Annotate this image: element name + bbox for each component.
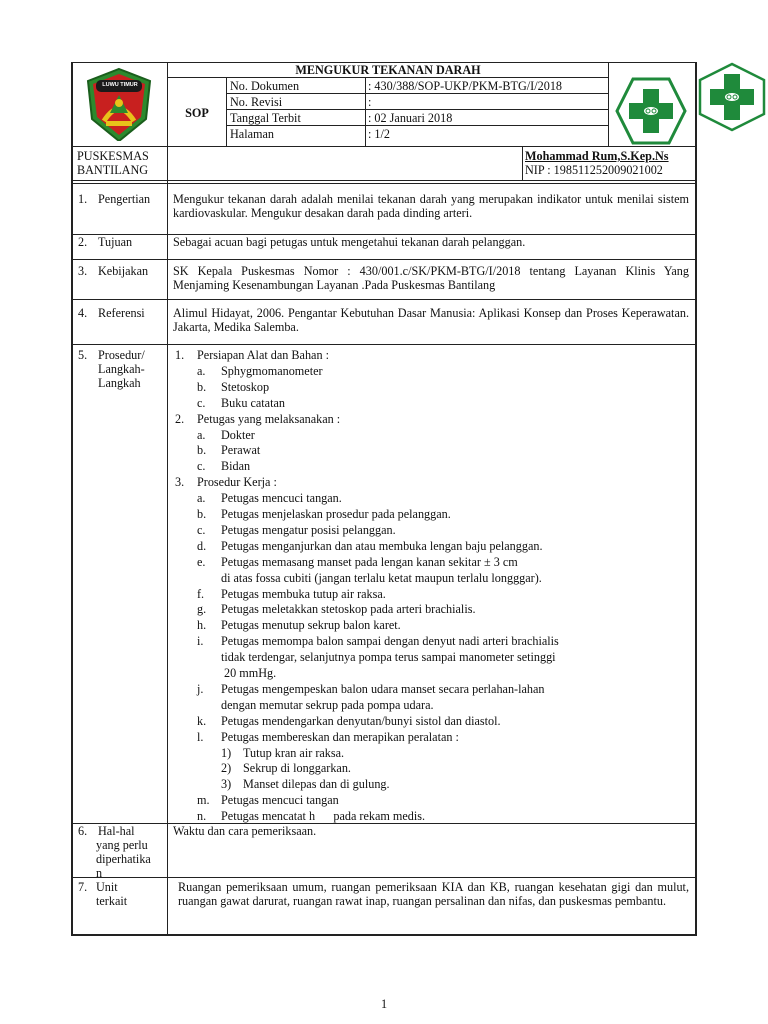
section-6-text: Waktu dan cara pemeriksaan.: [173, 824, 317, 838]
section-1-label: Pengertian: [98, 192, 151, 206]
procedure-step-text: Petugas menganjurkan dan atau membuka lengan baju pelanggan.: [221, 539, 543, 553]
org-row-bottom: [71, 180, 697, 181]
signer-nip: NIP : 198511252009021002: [525, 163, 663, 177]
field-label-no-revisi: No. Revisi: [230, 95, 283, 109]
signer-name: Mohammad Rum,S.Kep.Ns: [525, 149, 669, 163]
document-title: MENGUKUR TEKANAN DARAH: [295, 63, 481, 77]
column-divider-left: [167, 62, 168, 935]
sop-label: SOP: [185, 106, 209, 120]
procedure-step-text: Sphygmomanometer: [221, 364, 323, 378]
procedure-step-text: di atas fossa cubiti (jangan terlalu ketat maupun terlalu longggar).: [221, 571, 542, 585]
signer-divider: [522, 146, 523, 181]
field-value-no-dokumen: : 430/388/SOP-UKP/PKM-BTG/I/2018: [368, 79, 563, 93]
procedure-step-text: Petugas yang melaksanakan :: [197, 412, 341, 426]
procedure-step-text: Perawat: [221, 443, 261, 457]
section-1-number: 1.: [78, 192, 88, 206]
section-2-number: 2.: [78, 235, 88, 249]
procedure-step-text: Buku catatan: [221, 396, 285, 410]
section-6-label-line1: Hal-hal: [98, 824, 135, 838]
procedure-step-text: Manset dilepas dan di gulung.: [243, 777, 390, 791]
procedure-marker: 3): [221, 777, 232, 791]
procedure-marker: b.: [197, 443, 207, 457]
section-6-label-line4: n: [96, 866, 103, 880]
header-right-divider: [608, 62, 609, 147]
table-border-left: [71, 62, 73, 935]
procedure-step-text: Stetoskop: [221, 380, 270, 394]
field-value-halaman: : 1/2: [368, 127, 391, 141]
procedure-step-text: Petugas mencatat h pada rekam medis.: [221, 809, 426, 823]
procedure-step-text: tidak terdengar, selanjutnya pompa terus sampai manometer setinggi: [221, 650, 556, 664]
section-2-label: Tujuan: [98, 235, 133, 249]
section-line-3: [71, 299, 697, 300]
section-7-label-line2: terkait: [96, 894, 128, 908]
title-underline: [167, 77, 609, 78]
procedure-marker: a.: [197, 428, 206, 442]
section-line-2: [71, 259, 697, 260]
procedure-step-text: dengan memutar sekrup pada pompa udara.: [221, 698, 434, 712]
section-2-text: Sebagai acuan bagi petugas untuk mengetahui tekanan darah pelanggan.: [173, 235, 526, 249]
section-line-top: [71, 183, 697, 184]
section-3-label: Kebijakan: [98, 264, 149, 278]
procedure-marker: g.: [197, 602, 207, 616]
section-4-label: Referensi: [98, 306, 145, 320]
field-label-halaman: Halaman: [230, 127, 274, 141]
section-3-text: SK Kepala Puskesmas Nomor : 430/001.c/SK/PKM-BTG/I/2018 tentang Layanan Klinis Yang Menjaming Kesenambungan Layanan .Pada Puskesmas Bantilang: [173, 264, 689, 292]
puskesmas-logo-1: [615, 77, 687, 145]
procedure-marker: a.: [197, 491, 206, 505]
section-6-label-line3: diperhatika: [96, 852, 151, 866]
section-7-number: 7.: [78, 880, 88, 894]
section-5-number: 5.: [78, 348, 88, 362]
procedure-step-text: Dokter: [221, 428, 255, 442]
table-border-bottom: [71, 934, 697, 936]
procedure-step-text: Petugas mengatur posisi pelanggan.: [221, 523, 396, 537]
procedure-step-text: Petugas mendengarkan denyutan/bunyi sistol dan diastol.: [221, 714, 501, 728]
procedure-marker: j.: [197, 682, 204, 696]
procedure-step-text: Petugas mencuci tangan: [221, 793, 339, 807]
procedure-marker: h.: [197, 618, 207, 632]
procedure-step-text: Petugas membereskan dan merapikan peralatan :: [221, 730, 459, 744]
procedure-step-text: Persiapan Alat dan Bahan :: [197, 348, 329, 362]
procedure-marker: 1.: [175, 348, 185, 362]
section-4-text: Alimul Hidayat, 2006. Pengantar Kebutuhan Dasar Manusia: Aplikasi Konsep dan Proses Keperawatan. Jakarta, Medika Salemba.: [173, 306, 689, 334]
procedure-step-text: Petugas menutup sekrup balon karet.: [221, 618, 401, 632]
procedure-marker: c.: [197, 396, 206, 410]
procedure-step-text: Petugas memompa balon sampai dengan denyut nadi arteri brachialis: [221, 634, 559, 648]
section-line-4: [71, 344, 697, 345]
procedure-marker: c.: [197, 459, 206, 473]
section-3-number: 3.: [78, 264, 88, 278]
section-5-label-line2: Langkah-: [98, 362, 145, 376]
procedure-marker: l.: [197, 730, 204, 744]
section-line-6: [71, 877, 697, 878]
section-5-label-line1: Prosedur/: [98, 348, 145, 362]
procedure-step-text: Petugas mencuci tangan.: [221, 491, 342, 505]
procedure-marker: n.: [197, 809, 207, 823]
section-line-5: [71, 823, 697, 824]
section-1-text: Mengukur tekanan darah adalah menilai tekanan darah yang merupakan indikator untuk menilai sistem kardiovaskular. Mengukur desakan darah pada dinding arteri.: [173, 192, 689, 220]
procedure-marker: f.: [197, 587, 205, 601]
procedure-step-text: 20 mmHg.: [221, 666, 277, 680]
sop-divider: [226, 77, 227, 147]
section-7-text: Ruangan pemeriksaan umum, ruangan pemeriksaan KIA dan KB, ruangan kesehatan gigi dan mulut, ruangan gawat darurat, ruangan rawat inap, ruangan persalinan dan nifas, dan puskesmas pembantu.: [178, 880, 689, 908]
procedure-marker: i.: [197, 634, 204, 648]
section-4-number: 4.: [78, 306, 88, 320]
procedure-marker: 1): [221, 746, 232, 760]
procedure-marker: 2): [221, 761, 232, 775]
procedure-step-text: Petugas membuka tutup air raksa.: [221, 587, 386, 601]
field-label-no-dokumen: No. Dokumen: [230, 79, 300, 93]
header-bottom-line: [71, 146, 697, 147]
procedure-step-text: Prosedur Kerja :: [197, 475, 277, 489]
org-name-line1: PUSKESMAS: [77, 149, 149, 163]
procedure-marker: a.: [197, 364, 206, 378]
field-label-tanggal-terbit: Tanggal Terbit: [230, 111, 301, 125]
logo-lettering: LUWU TIMUR: [102, 82, 138, 88]
procedure-step-text: Petugas mengempeskan balon udara manset secara perlahan-lahan: [221, 682, 545, 696]
field-value-no-revisi: :: [368, 95, 372, 109]
procedure-step-text: Petugas memasang manset pada lengan kanan sekitar ± 3 cm: [221, 555, 518, 569]
procedure-marker: m.: [197, 793, 210, 807]
page-number: 1: [380, 997, 388, 1011]
table-border-right: [695, 62, 697, 935]
section-5-label-line3: Langkah: [98, 376, 141, 390]
puskesmas-logo-2: [698, 62, 766, 132]
procedure-step-text: Petugas meletakkan stetoskop pada arteri brachialis.: [221, 602, 476, 616]
field-divider: [365, 77, 366, 147]
section-6-label-line2: yang perlu: [96, 838, 148, 852]
procedure-marker: b.: [197, 507, 207, 521]
field-row-line-1: [226, 93, 609, 94]
procedure-marker: e.: [197, 555, 206, 569]
section-7-label-line1: Unit: [96, 880, 118, 894]
procedure-step-text: Petugas menjelaskan prosedur pada pelanggan.: [221, 507, 451, 521]
field-row-line-2: [226, 109, 609, 110]
procedure-marker: k.: [197, 714, 207, 728]
field-row-line-3: [226, 125, 609, 126]
procedure-marker: c.: [197, 523, 206, 537]
regency-logo: [82, 67, 156, 141]
procedure-marker: 3.: [175, 475, 185, 489]
procedure-step-text: Sekrup di longgarkan.: [243, 761, 351, 775]
section-6-number: 6.: [78, 824, 88, 838]
procedure-marker: d.: [197, 539, 207, 553]
org-name-line2: BANTILANG: [77, 163, 149, 177]
procedure-marker: 2.: [175, 412, 185, 426]
procedure-step-text: Bidan: [221, 459, 251, 473]
field-value-tanggal-terbit: : 02 Januari 2018: [368, 111, 453, 125]
procedure-marker: b.: [197, 380, 207, 394]
procedure-step-text: Tutup kran air raksa.: [243, 746, 345, 760]
